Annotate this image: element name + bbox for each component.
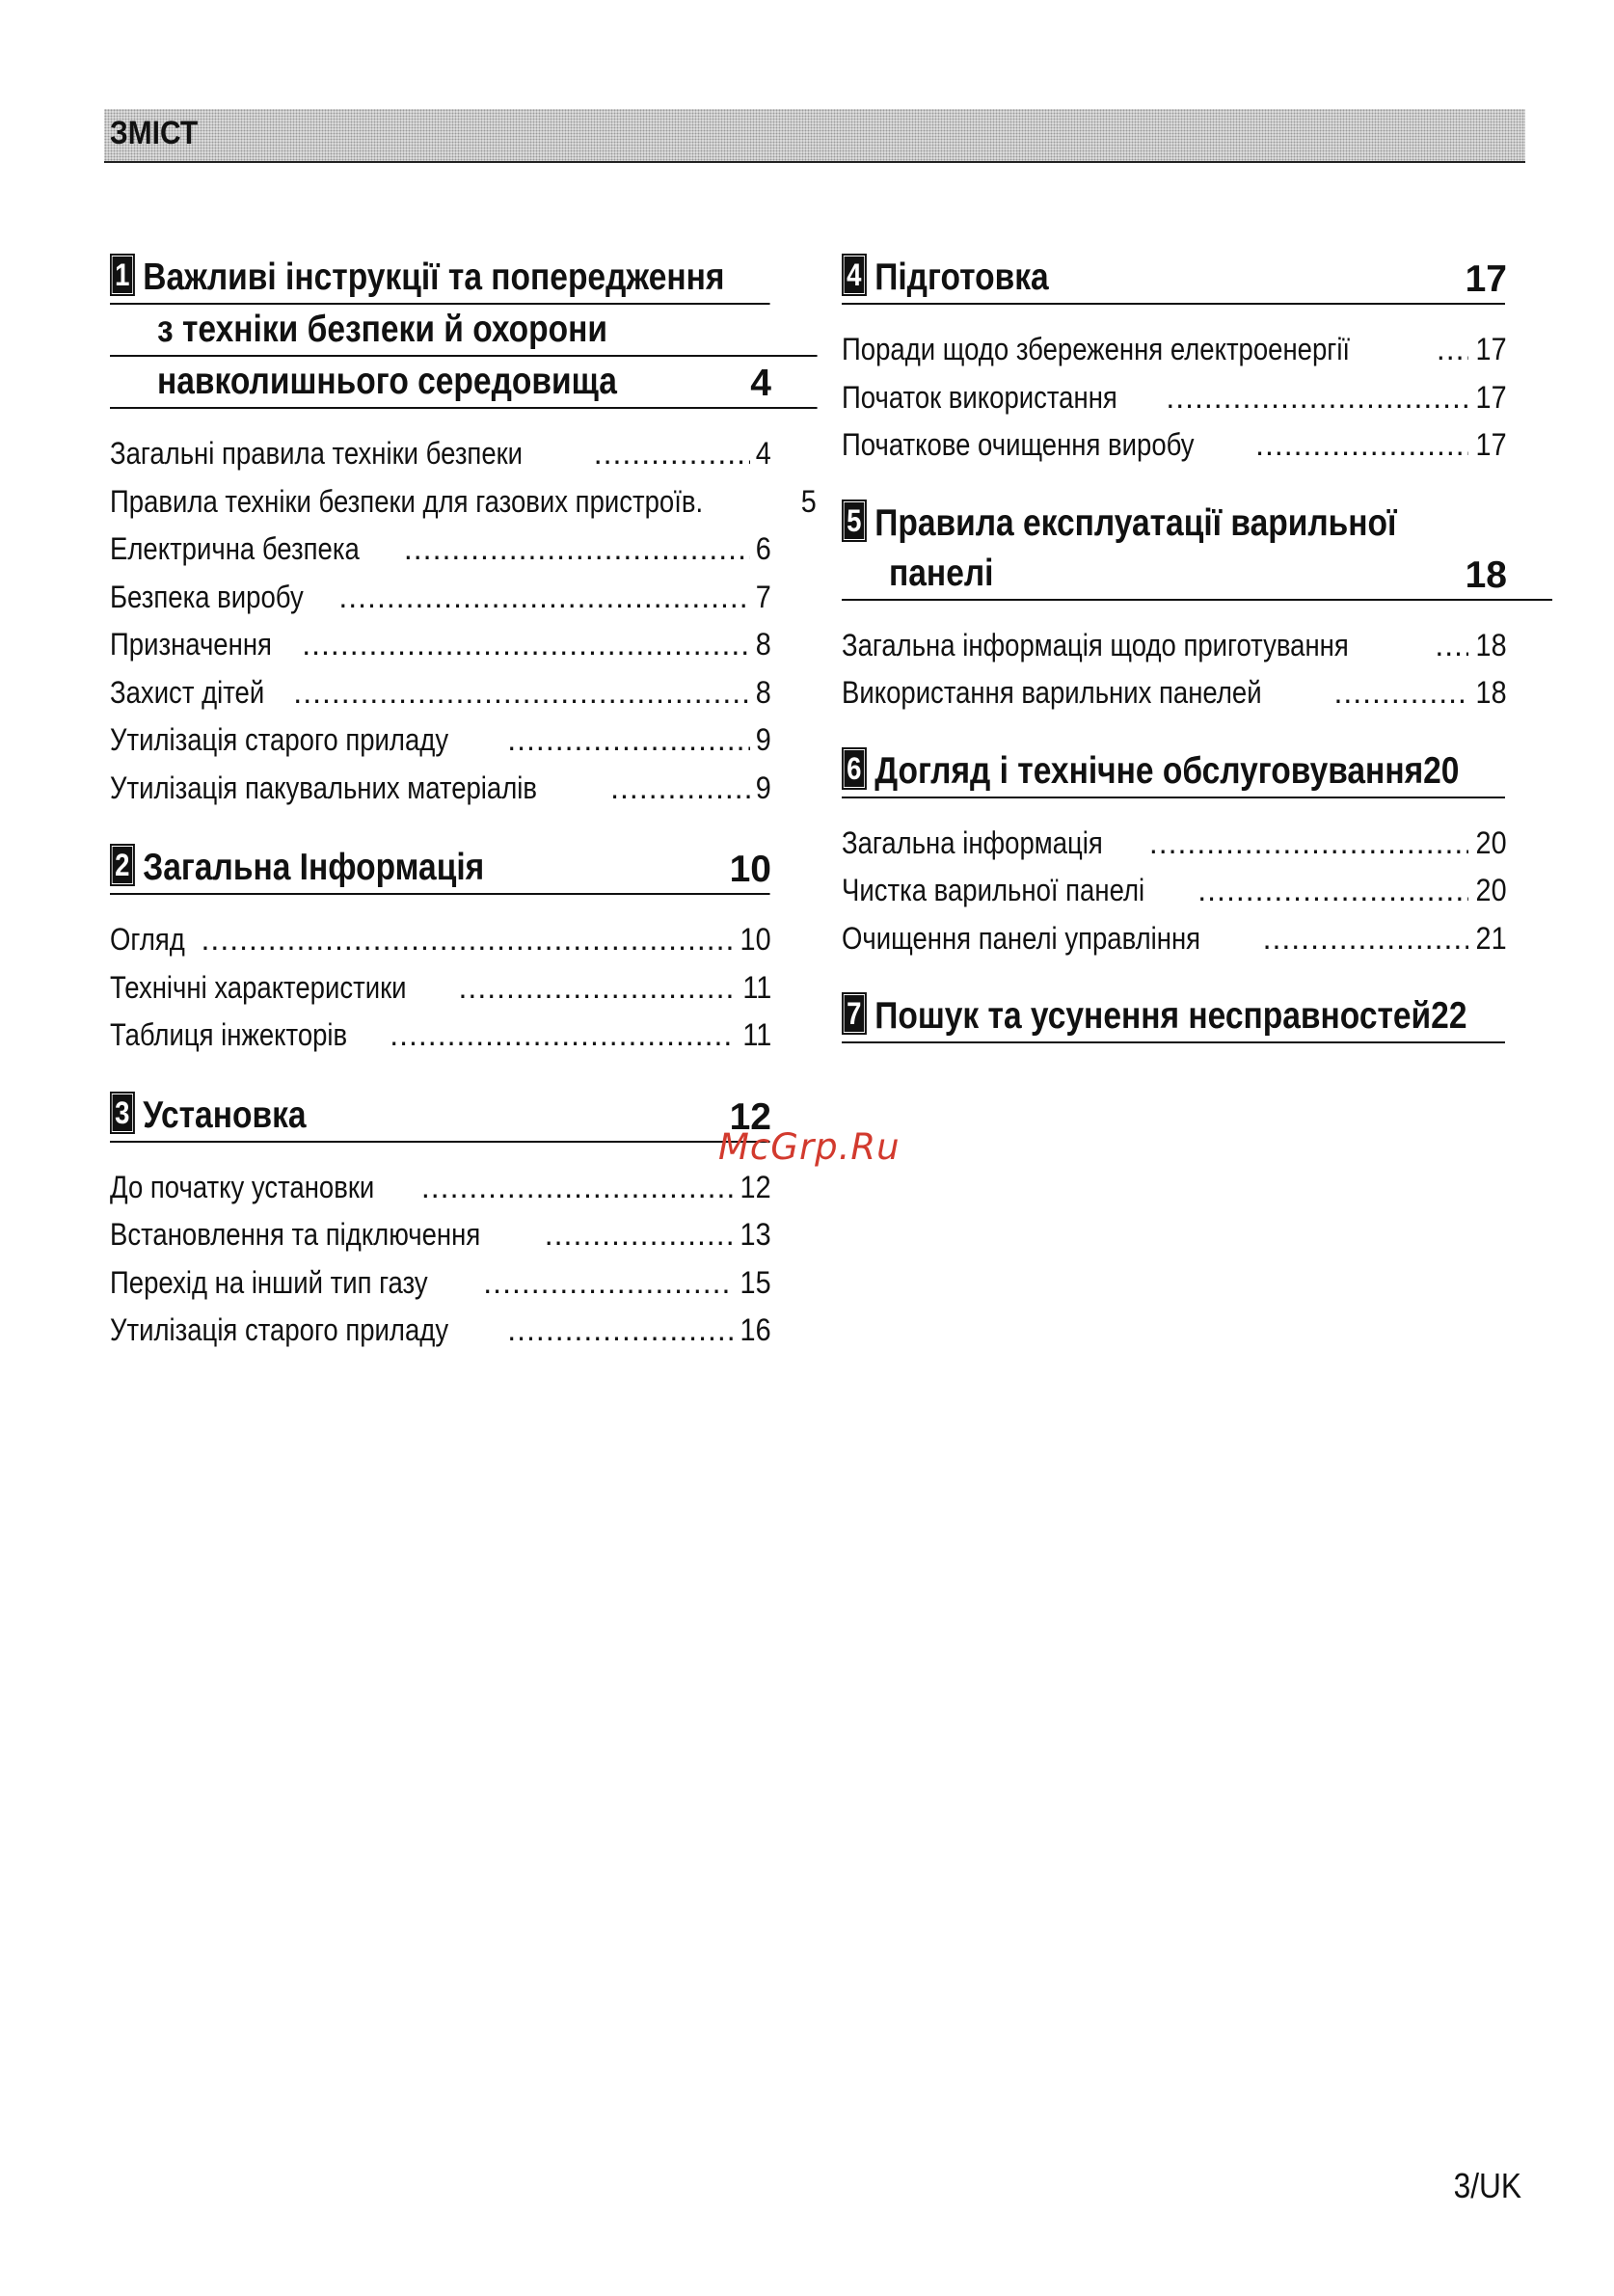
toc-entry-page: 18 — [1475, 675, 1507, 710]
toc-entry-label: Чистка варильної панелі — [842, 873, 1145, 907]
toc-entry[interactable] — [110, 916, 771, 964]
toc-section-4[interactable] — [842, 253, 1507, 470]
toc-entry[interactable] — [842, 669, 1507, 717]
section-number-box: 2 — [110, 844, 135, 886]
toc-entry-label: Загальна інформація — [842, 824, 1103, 860]
toc-section-1[interactable] — [110, 253, 818, 812]
toc-entry[interactable] — [110, 669, 771, 717]
toc-entry-label: Використання варильних панелей — [842, 675, 1262, 710]
toc-entry-label: Електрична безпека — [110, 531, 360, 566]
dot-leader — [1435, 622, 1468, 670]
toc-entry-page: 13 — [740, 1217, 771, 1252]
section-title-line: Пошук та усунення несправностей — [874, 995, 1432, 1037]
section-number-box: 3 — [110, 1092, 135, 1134]
section-title-line: Загальна Інформація — [143, 847, 485, 888]
toc-entry-label: Перехід на інший тип газу — [110, 1264, 428, 1300]
page-number: 3/UK — [1453, 2166, 1521, 2205]
toc-section-5[interactable] — [842, 499, 1507, 717]
toc-entry-label: Початкове очищення виробу — [842, 427, 1195, 462]
toc-entry-page: 20 — [1475, 824, 1507, 860]
toc-entry-page: 8 — [755, 627, 771, 662]
toc-title: ЗМІСТ — [110, 115, 199, 151]
toc-entry-page: 11 — [742, 969, 771, 1005]
section-number-box: 6 — [842, 747, 867, 790]
toc-entry-label: Таблиця інжекторів — [110, 1017, 348, 1052]
dot-leader — [483, 1259, 733, 1308]
section-heading[interactable] — [110, 253, 771, 409]
toc-entry-label: Очищення панелі управління — [842, 920, 1201, 956]
toc-entry[interactable] — [110, 765, 771, 813]
toc-entry-page: 17 — [1475, 379, 1507, 415]
section-heading[interactable] — [842, 499, 1507, 601]
section-page-number: 18 — [1465, 554, 1507, 596]
toc-entry[interactable] — [110, 526, 771, 574]
toc-entry-page: 21 — [1475, 920, 1507, 956]
dot-leader — [1197, 867, 1468, 915]
dot-leader — [1166, 374, 1468, 422]
toc-entry-label: Початок використання — [842, 379, 1117, 415]
toc-entry[interactable] — [110, 1259, 771, 1308]
dot-leader — [1255, 421, 1468, 470]
toc-entry[interactable] — [110, 716, 771, 765]
toc-entry-label: Встановлення та підключення — [110, 1217, 481, 1252]
toc-entry-list — [110, 430, 818, 812]
dot-leader — [1149, 820, 1469, 868]
toc-entry-list — [842, 622, 1507, 717]
section-page-number: 12 — [729, 1095, 771, 1138]
section-title-line: Підготовка — [874, 257, 1049, 298]
dot-leader — [459, 964, 736, 1013]
watermark-text: McGrp.Ru — [718, 1126, 901, 1168]
section-page-number: 10 — [729, 849, 771, 890]
toc-entry-page: 11 — [742, 1017, 771, 1052]
section-title-line: Важливі інструкції та попередження — [143, 257, 725, 298]
toc-section-7[interactable] — [842, 991, 1507, 1043]
toc-entry[interactable] — [842, 867, 1507, 915]
toc-entry-list — [110, 1164, 771, 1355]
toc-entry-label: Поради щодо збереження електроенергії — [842, 332, 1351, 366]
toc-entry-label: Призначення — [110, 627, 272, 662]
toc-entry[interactable] — [110, 1211, 771, 1259]
toc-entry[interactable] — [842, 622, 1507, 670]
toc-entry[interactable] — [110, 621, 771, 669]
toc-entry[interactable] — [110, 1012, 771, 1060]
dot-leader — [293, 669, 750, 717]
section-title-line: Установка — [143, 1094, 307, 1136]
toc-entry[interactable] — [842, 374, 1507, 422]
toc-entry-label: Огляд — [110, 922, 185, 957]
toc-entry-label: Захист дітей — [110, 674, 265, 710]
section-heading[interactable] — [110, 1091, 771, 1143]
toc-entry-label: Утилізація старого приладу — [110, 722, 449, 757]
toc-entry[interactable] — [110, 1164, 771, 1212]
toc-entry[interactable] — [110, 478, 818, 527]
toc-entry-page: 9 — [755, 722, 771, 757]
dot-leader — [610, 765, 750, 813]
toc-entry[interactable] — [842, 915, 1507, 963]
toc-entry-label: До початку установки — [110, 1169, 375, 1204]
dot-leader — [1263, 915, 1469, 963]
section-page-number: 4 — [750, 363, 771, 404]
toc-right-column — [842, 253, 1507, 1043]
toc-entry[interactable] — [110, 574, 771, 622]
dot-leader — [202, 916, 734, 964]
toc-entry-page: 17 — [1475, 427, 1507, 462]
section-number-box: 5 — [842, 500, 867, 542]
section-title-line: Догляд і технічне обслуговування — [874, 749, 1424, 792]
dot-leader — [404, 526, 750, 574]
dot-leader — [594, 430, 750, 478]
section-heading[interactable] — [842, 253, 1507, 305]
toc-entry-page: 5 — [801, 483, 818, 519]
toc-entry-list — [842, 820, 1507, 963]
toc-entry-page: 7 — [755, 579, 771, 614]
toc-entry-label: Загальні правила техніки безпеки — [110, 436, 524, 471]
section-heading[interactable] — [110, 843, 771, 895]
toc-entry-page: 15 — [740, 1264, 771, 1300]
section-title-line: з техніки безпеки й охорони — [157, 309, 608, 350]
toc-entry-page: 4 — [755, 436, 771, 471]
dot-leader — [302, 621, 750, 669]
toc-entry-page: 8 — [755, 674, 771, 710]
toc-header-bar — [104, 109, 1525, 163]
toc-entry[interactable] — [842, 421, 1507, 470]
dot-leader — [507, 716, 750, 765]
toc-entry-label: Утилізація пакувальних матеріалів — [110, 770, 538, 805]
toc-entry-page: 6 — [755, 531, 771, 566]
toc-entry-page: 17 — [1475, 332, 1507, 366]
dot-leader — [421, 1164, 734, 1212]
dot-leader — [507, 1307, 733, 1355]
section-page-number: 20 — [1423, 749, 1460, 792]
toc-section-3[interactable] — [110, 1091, 771, 1355]
section-heading[interactable] — [842, 991, 1507, 1043]
toc-entry-label: Загальна інформація щодо приготування — [842, 627, 1349, 662]
toc-section-2[interactable] — [110, 843, 771, 1060]
section-title-line: навколишнього середовища — [157, 361, 617, 402]
section-title-line: Правила експлуатації варильної — [874, 501, 1397, 544]
toc-entry[interactable] — [110, 964, 771, 1013]
dot-leader — [1437, 326, 1469, 374]
section-number-box: 7 — [842, 992, 867, 1035]
dot-leader — [545, 1211, 734, 1259]
dot-leader — [1333, 669, 1468, 717]
section-number-box: 1 — [110, 254, 135, 296]
toc-entry-page: 12 — [740, 1169, 771, 1204]
section-page-number: 17 — [1465, 258, 1507, 300]
toc-entry-page: 10 — [740, 922, 771, 957]
section-number-box: 4 — [842, 254, 867, 296]
toc-entry-label: Утилізація старого приладу — [110, 1312, 449, 1347]
toc-entry[interactable] — [110, 1307, 771, 1355]
dot-leader — [338, 574, 750, 622]
dot-leader — [390, 1012, 736, 1060]
section-heading[interactable] — [842, 746, 1507, 798]
toc-entry-page: 16 — [740, 1312, 771, 1347]
toc-entry-page: 20 — [1475, 873, 1507, 907]
toc-entry-list — [842, 326, 1507, 470]
toc-entry-page: 18 — [1475, 627, 1507, 662]
toc-entry[interactable] — [110, 430, 771, 478]
toc-entry-label: Правила техніки безпеки для газових пристроїв. — [110, 483, 704, 519]
toc-entry[interactable] — [842, 326, 1507, 374]
toc-entry-label: Безпека виробу — [110, 579, 304, 614]
toc-entry[interactable] — [842, 820, 1507, 868]
toc-entry-page: 9 — [755, 770, 771, 805]
toc-section-6[interactable] — [842, 746, 1507, 963]
toc-entry-list — [110, 916, 771, 1060]
section-page-number: 22 — [1431, 995, 1467, 1037]
section-title-line: панелі — [889, 552, 994, 594]
toc-entry-label: Технічні характеристики — [110, 969, 407, 1005]
